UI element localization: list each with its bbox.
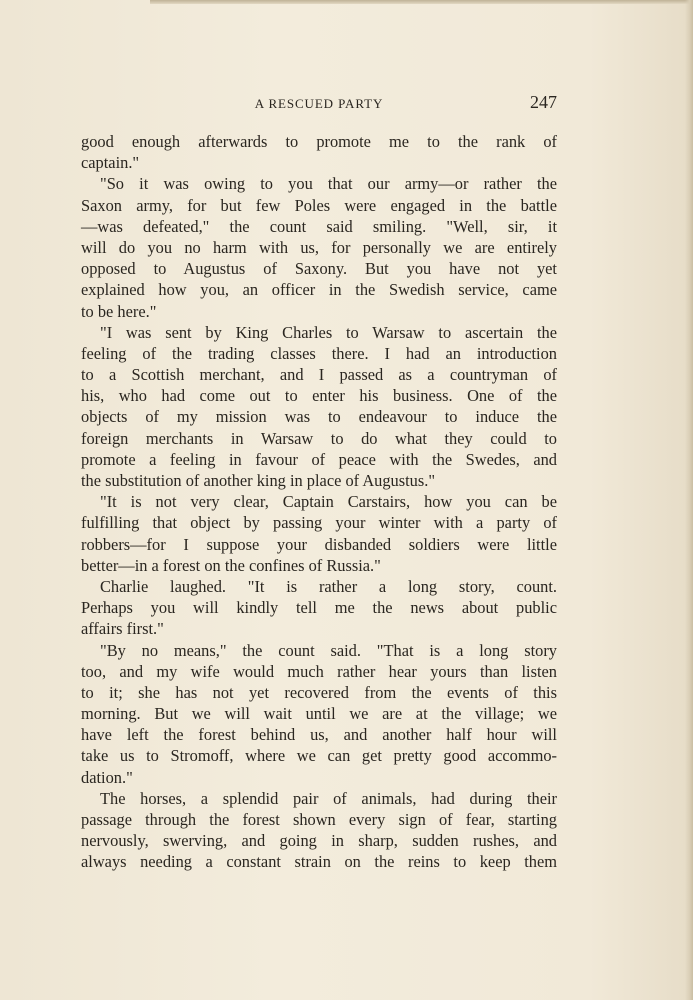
text-line: passage through the forest shown every sign of fear, starting <box>81 810 557 829</box>
text-line: captain." <box>81 153 140 173</box>
text-line: fulfilling that object by passing your winter with a party of <box>81 513 557 533</box>
text-line: take us to Stromoff, where we can get pretty good accommo- <box>81 746 557 766</box>
body-text <box>81 131 557 873</box>
text-line: "It is not very clear, Captain Carstairs, how you can be <box>100 492 557 512</box>
text-line: Perhaps you will kindly tell me the news about public <box>81 598 557 618</box>
text-line: dation." <box>81 767 133 787</box>
page-header <box>81 92 557 116</box>
text-line: to it; she has not yet recovered from the events of this <box>81 682 557 702</box>
text-line: to be here." <box>81 301 157 321</box>
text-line: opposed to Augustus of Saxony. But you have not yet <box>81 259 557 279</box>
text-line: affairs first." <box>81 619 164 639</box>
text-line: feeling of the trading classes there. I had an introduction <box>81 343 557 363</box>
text-line: The horses, a splendid pair of animals, had during their <box>100 788 557 808</box>
text-line: foreign merchants in Warsaw to do what they could to <box>81 428 557 448</box>
page-right-edge <box>685 0 693 1000</box>
page-top-edge <box>150 0 693 4</box>
text-line: to a Scottish merchant, and I passed as a countryman of <box>81 365 557 385</box>
text-line: objects of my mission was to endeavour to induce the <box>81 407 557 427</box>
page-number: 247 <box>530 92 557 112</box>
text-line: his, who had come out to enter his business. One of the <box>81 386 557 406</box>
text-line: have left the forest behind us, and another half hour will <box>81 725 557 745</box>
running-head: A RESCUED PARTY <box>254 96 384 111</box>
text-line: Saxon army, for but few Poles were engaged in the battle <box>81 195 557 215</box>
text-line: "I was sent by King Charles to Warsaw to ascertain the <box>100 322 557 342</box>
text-line: the substitution of another king in place of Augustus." <box>81 471 436 490</box>
text-line: good enough afterwards to promote me to the rank of <box>81 132 557 151</box>
text-line: "So it was owing to you that our army—or rather the <box>100 174 557 194</box>
text-line: always needing a constant strain on the reins to keep them <box>81 852 557 872</box>
text-line: Charlie laughed. "It is rather a long story, count. <box>100 576 557 596</box>
text-line: promote a feeling in favour of peace with the Swedes, and <box>81 449 557 469</box>
text-line: too, and my wife would much rather hear yours than listen <box>81 661 557 681</box>
text-line: better—in a forest on the confines of Russia." <box>81 555 381 575</box>
text-line: robbers—for I suppose your disbanded soldiers were little <box>81 534 557 554</box>
text-line: —was defeated," the count said smiling. "Well, sir, it <box>81 216 557 236</box>
text-line: explained how you, an officer in the Swedish service, came <box>81 280 557 300</box>
text-line: "By no means," the count said. "That is a long story <box>100 640 557 660</box>
text-line: morning. But we will wait until we are at the village; we <box>81 704 557 724</box>
text-line: will do you no harm with us, for personally we are entirely <box>81 237 557 257</box>
text-line: nervously, swerving, and going in sharp, sudden rushes, and <box>81 831 557 851</box>
